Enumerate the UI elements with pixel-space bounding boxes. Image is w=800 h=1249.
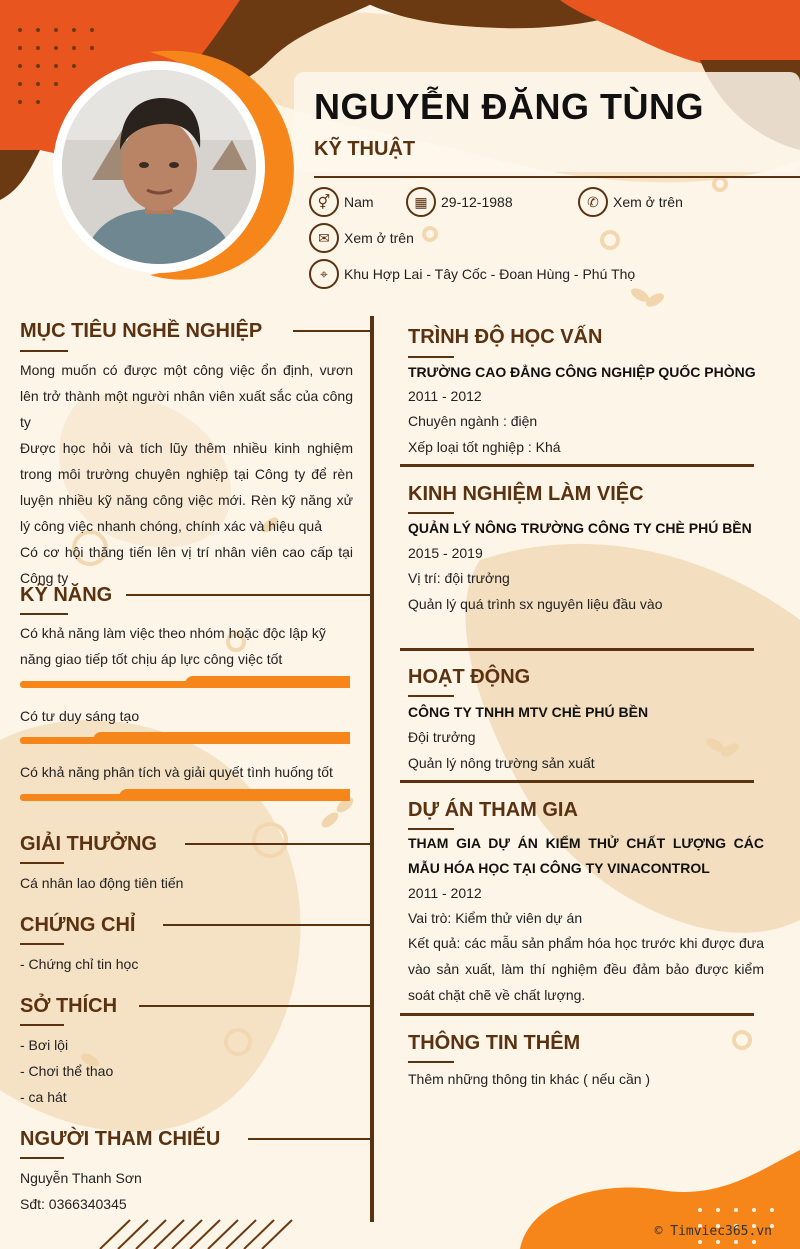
awards-connector: [185, 843, 370, 845]
experience-divider: [400, 648, 754, 651]
references-connector: [248, 1138, 370, 1140]
reference-phone: Sđt: 0366340345: [20, 1196, 127, 1212]
education-divider: [400, 464, 754, 467]
activities-divider: [400, 780, 754, 783]
education-underline: [408, 356, 454, 358]
email-icon: ✉: [309, 223, 339, 253]
objective-text: Mong muốn có được một công việc ổn định, vươn lên trở thành một người nhân viên xuất sắc của công ty Được học hỏi và tích lũy thêm nhiều kinh nghiệm trong môi trường chuyên nghiệp tại Công ty để rèn luyện nhiều kỹ năng công việc mới. Rèn kỹ năng xử lý công việc nhanh chóng, chính xác và hiệu quả Có cơ hội thăng tiến lên vị trí nhân viên cao cấp tại Công ty: [20, 362, 353, 586]
address-text: Khu Hợp Lai - Tây Cốc - Đoan Hùng - Phú Thọ: [344, 266, 636, 282]
skills-underline: [20, 613, 68, 615]
skill-3-bar: [20, 789, 350, 801]
experience-position: Vị trí: đội trưởng: [408, 570, 510, 586]
location-icon: ⌖: [309, 259, 339, 289]
activities-org: CÔNG TY TNHH MTV CHÈ PHÚ BỀN: [408, 704, 649, 720]
hobbies-underline: [20, 1024, 64, 1026]
references-title: NGƯỜI THAM CHIẾU: [20, 1128, 221, 1150]
hobbies-connector: [139, 1005, 370, 1007]
experience-underline: [408, 512, 454, 514]
calendar-icon: ▦: [406, 187, 436, 217]
watermark: © Timviec365.vn: [654, 1224, 772, 1239]
avatar-photo: [62, 70, 256, 264]
projects-title: DỰ ÁN THAM GIA: [408, 799, 578, 821]
skill-1-name: Có khả năng làm việc theo nhóm hoặc độc lập kỹ năng giao tiếp tốt chịu áp lực công việc tốt: [20, 625, 326, 667]
job-title: KỸ THUẬT: [314, 138, 416, 160]
education-school: TRƯỜNG CAO ĐẲNG CÔNG NGHIỆP QUỐC PHÒNG: [408, 364, 756, 380]
phone-text: Xem ở trên: [613, 194, 683, 210]
hobby-item: - Chơi thể thao: [20, 1063, 114, 1079]
skill-2-bar: [20, 732, 350, 744]
skills-title: KỸ NĂNG: [20, 584, 113, 606]
education-title: TRÌNH ĐỘ HỌC VẤN: [408, 326, 603, 348]
projects-role: Vai trò: Kiểm thử viên dự án: [408, 910, 583, 926]
projects-underline: [408, 828, 454, 830]
more-info-text: Thêm những thông tin khác ( nếu cần ): [408, 1071, 651, 1087]
experience-description: Quản lý quá trình sx nguyên liệu đầu vào: [408, 596, 663, 612]
awards-title: GIẢI THƯỞNG: [20, 833, 157, 855]
projects-result: Kết quả: các mẫu sản phẩm hóa học trước khi được đưa vào sản xuất, làm thí nghiệm đều đảm bảo được kiểm soát chặt chẽ về chất lượng.: [408, 935, 764, 1003]
certificates-connector: [163, 924, 370, 926]
projects-divider: [400, 1013, 754, 1016]
hobby-item: - Bơi lội: [20, 1037, 69, 1053]
education-period: 2011 - 2012: [408, 388, 482, 404]
objective-underline: [20, 350, 68, 352]
award-item: Cá nhân lao động tiên tiến: [20, 875, 184, 891]
certificates-title: CHỨNG CHỈ: [20, 914, 136, 936]
skills-connector: [126, 594, 370, 596]
more-info-title: THÔNG TIN THÊM: [408, 1032, 581, 1054]
skill-3-name: Có khả năng phân tích và giải quyết tình huống tốt: [20, 764, 333, 780]
education-major: Chuyên ngành : điện: [408, 413, 538, 429]
experience-company: QUẢN LÝ NÔNG TRƯỜNG CÔNG TY CHÈ PHÚ BỀN: [408, 520, 752, 536]
education-grade: Xếp loại tốt nghiệp : Khá: [408, 439, 561, 455]
activities-underline: [408, 695, 454, 697]
projects-period: 2011 - 2012: [408, 885, 482, 901]
activities-role: Đội trưởng: [408, 729, 476, 745]
objective-title: MỤC TIÊU NGHỀ NGHIỆP: [20, 320, 263, 342]
candidate-name: NGUYỄN ĐĂNG TÙNG: [314, 86, 705, 127]
hobby-item: - ca hát: [20, 1089, 67, 1105]
projects-name: THAM GIA DỰ ÁN KIỂM THỬ CHẤT LƯỢNG CÁC MẪU HÓA HỌC TẠI CÔNG TY VINACONTROL: [408, 835, 764, 876]
header-divider: [314, 176, 800, 178]
more-info-underline: [408, 1061, 454, 1063]
awards-underline: [20, 862, 64, 864]
objective-connector: [293, 330, 370, 332]
experience-period: 2015 - 2019: [408, 545, 483, 561]
email-text: Xem ở trên: [344, 230, 414, 246]
activities-title: HOẠT ĐỘNG: [408, 666, 531, 688]
reference-name: Nguyễn Thanh Sơn: [20, 1170, 142, 1186]
references-underline: [20, 1157, 64, 1159]
gender-icon: ⚥: [309, 187, 339, 217]
gender-text: Nam: [344, 194, 374, 210]
avatar-frame: [56, 64, 262, 270]
birthday-text: 29-12-1988: [441, 194, 513, 210]
certificate-item: - Chứng chỉ tin học: [20, 956, 139, 972]
column-divider: [370, 316, 374, 1222]
skill-2-name: Có tư duy sáng tạo: [20, 708, 140, 724]
activities-description: Quản lý nông trường sản xuất: [408, 755, 595, 771]
hobbies-title: SỞ THÍCH: [20, 995, 118, 1017]
certificates-underline: [20, 943, 64, 945]
experience-title: KINH NGHIỆM LÀM VIỆC: [408, 483, 644, 505]
skill-1-bar: [20, 676, 350, 688]
phone-icon: ✆: [578, 187, 608, 217]
